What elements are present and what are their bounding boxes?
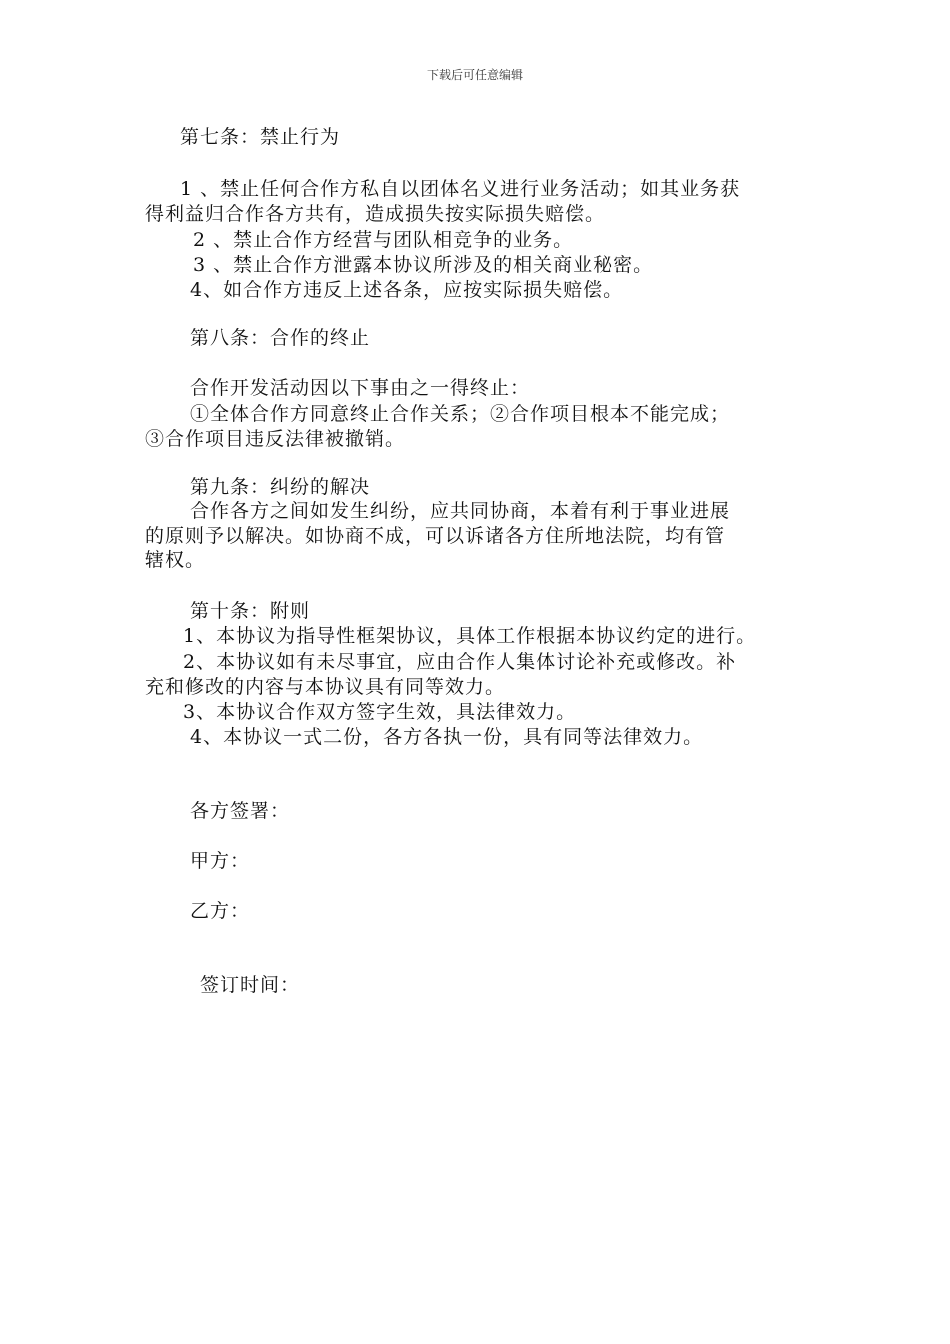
article10-item2-line2: 充和修改的内容与本协议具有同等效力。 <box>145 676 506 698</box>
article8-reasons-line1: ①全体合作方同意终止合作关系；②合作项目根本不能完成； <box>190 403 731 425</box>
article7-item4: 4、如合作方违反上述各条，应按实际损失赔偿。 <box>190 279 624 301</box>
article7-item3: 3 、禁止合作方泄露本协议所涉及的相关商业秘密。 <box>193 254 654 276</box>
article8-intro: 合作开发活动因以下事由之一得终止： <box>190 377 531 399</box>
party-b-label: 乙方： <box>190 900 251 922</box>
article9-text-line1: 合作各方之间如发生纠纷，应共同协商，本着有利于事业进展 <box>190 500 731 522</box>
article10-item1: 1、本协议为指导性框架协议，具体工作根据本协议约定的进行。 <box>183 625 757 647</box>
article7-item1-line1: 1 、禁止任何合作方私自以团体名义进行业务活动；如其业务获 <box>180 178 741 200</box>
article10-title: 第十条：附则 <box>190 600 311 622</box>
article7-title: 第七条：禁止行为 <box>180 126 341 148</box>
signing-date-label: 签订时间： <box>200 974 301 996</box>
article9-text-line3: 辖权。 <box>145 549 206 571</box>
party-a-label: 甲方： <box>190 850 251 872</box>
signatures-heading: 各方签署： <box>190 800 291 822</box>
article8-title: 第八条：合作的终止 <box>190 327 371 349</box>
article10-item3: 3、本协议合作双方签字生效，具法律效力。 <box>183 701 577 723</box>
article8-reasons-line2: ③合作项目违反法律被撤销。 <box>145 428 406 450</box>
article7-item1-line2: 得利益归合作各方共有，造成损失按实际损失赔偿。 <box>145 203 606 225</box>
page-header-note: 下载后可任意编辑 <box>426 68 523 82</box>
article7-item2: 2 、禁止合作方经营与团队相竞争的业务。 <box>193 229 574 251</box>
article10-item2-line1: 2、本协议如有未尽事宜，应由合作人集体讨论补充或修改。补 <box>183 651 737 673</box>
article9-text-line2: 的原则予以解决。如协商不成，可以诉诸各方住所地法院，均有管 <box>145 525 726 547</box>
article9-title: 第九条：纠纷的解决 <box>190 476 371 498</box>
article10-item4: 4、本协议一式二份，各方各执一份，具有同等法律效力。 <box>190 726 704 748</box>
